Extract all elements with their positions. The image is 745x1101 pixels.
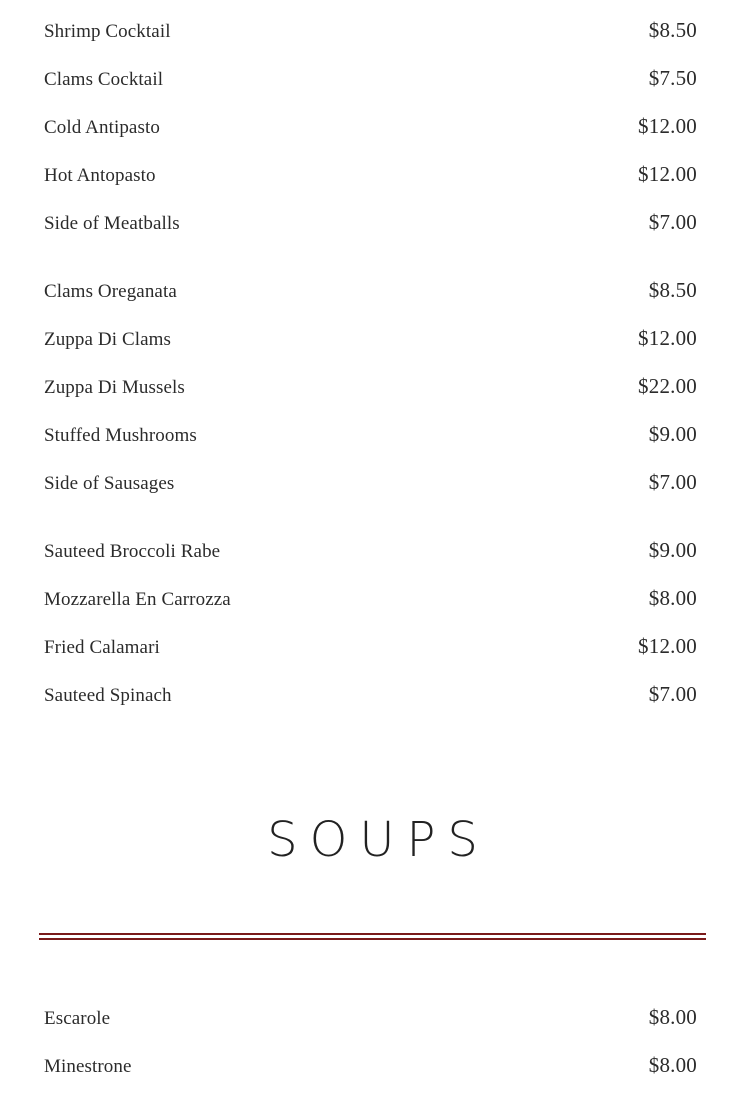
menu-item bbox=[44, 1005, 697, 1053]
item-price: $8.00 bbox=[648, 1005, 697, 1029]
menu-item bbox=[44, 682, 697, 730]
item-name: Side of Sausages bbox=[44, 473, 175, 494]
menu-item bbox=[44, 278, 697, 326]
item-price: $7.00 bbox=[648, 682, 697, 706]
item-name: Sauteed Broccoli Rabe bbox=[44, 541, 221, 562]
item-price: $8.00 bbox=[648, 586, 697, 610]
item-price: $9.00 bbox=[648, 538, 697, 562]
item-name: Minestrone bbox=[44, 1056, 132, 1077]
menu-item bbox=[44, 18, 697, 66]
appetizer-group-3 bbox=[44, 538, 697, 730]
menu-item bbox=[44, 422, 697, 470]
menu-item bbox=[44, 326, 697, 374]
menu-item bbox=[44, 374, 697, 422]
appetizer-group-1 bbox=[44, 18, 697, 258]
soups-group bbox=[44, 1005, 697, 1101]
menu-item bbox=[44, 66, 697, 114]
item-price: $7.00 bbox=[648, 470, 697, 494]
item-price: $8.50 bbox=[648, 18, 697, 42]
item-price: $8.00 bbox=[648, 1053, 697, 1077]
item-price: $12.00 bbox=[638, 634, 697, 658]
item-price: $7.50 bbox=[648, 66, 697, 90]
item-name: Zuppa Di Mussels bbox=[44, 377, 185, 398]
menu-item bbox=[44, 210, 697, 258]
item-price: $7.00 bbox=[648, 210, 697, 234]
item-name: Cold Antipasto bbox=[44, 117, 160, 138]
item-price: $9.00 bbox=[648, 422, 697, 446]
item-name: Fried Calamari bbox=[44, 637, 160, 658]
menu-item bbox=[44, 470, 697, 518]
item-price: $8.50 bbox=[648, 278, 697, 302]
menu-item bbox=[44, 634, 697, 682]
item-name: Shrimp Cocktail bbox=[44, 21, 171, 42]
item-price: $12.00 bbox=[638, 162, 697, 186]
menu-item bbox=[44, 162, 697, 210]
item-name: Stuffed Mushrooms bbox=[44, 425, 197, 446]
item-name: Sauteed Spinach bbox=[44, 685, 172, 706]
item-price: $12.00 bbox=[638, 326, 697, 350]
menu-item bbox=[44, 538, 697, 586]
item-name: Clams Cocktail bbox=[44, 69, 164, 90]
item-price: $22.00 bbox=[638, 374, 697, 398]
section-divider bbox=[39, 933, 706, 940]
appetizer-group-2 bbox=[44, 278, 697, 518]
item-name: Zuppa Di Clams bbox=[44, 329, 171, 350]
item-name: Hot Antopasto bbox=[44, 165, 156, 186]
item-name: Escarole bbox=[44, 1008, 111, 1029]
menu-item bbox=[44, 586, 697, 634]
menu-item bbox=[44, 1053, 697, 1101]
item-name: Side of Meatballs bbox=[44, 213, 180, 234]
soups-heading: SOUPS bbox=[267, 812, 490, 868]
item-price: $12.00 bbox=[638, 114, 697, 138]
item-name: Mozzarella En Carrozza bbox=[44, 589, 231, 610]
menu-item bbox=[44, 114, 697, 162]
item-name: Clams Oreganata bbox=[44, 281, 177, 302]
